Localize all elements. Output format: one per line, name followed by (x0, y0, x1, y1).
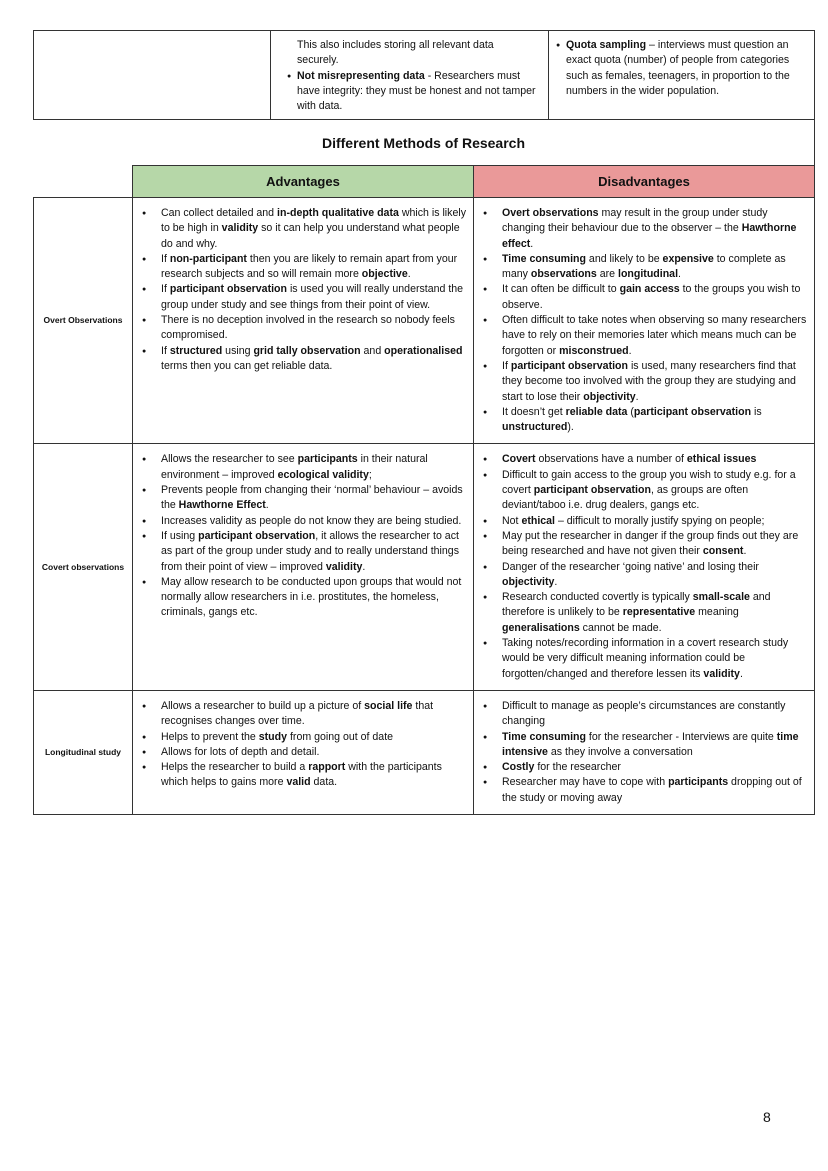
text-segment: . (628, 344, 632, 357)
text-segment: meaning (695, 606, 739, 619)
bold-term: unstructured (502, 421, 568, 434)
bullet-item (161, 483, 467, 514)
text-segment: If (502, 359, 511, 372)
bold-term: participants (297, 453, 358, 466)
bold-term: generalisations (502, 621, 580, 634)
text-segment: - Researchers must have integrity: they must be honest and not tamper with data. (297, 69, 536, 113)
text-segment: , it allows the researcher to act as part of the group under study and to really understand things from their point of view – improved (161, 529, 459, 573)
bold-term: study (258, 730, 288, 743)
bullet-item (502, 313, 808, 359)
advantages-cell (133, 444, 474, 690)
text-segment: Danger of the researcher ‘going native’ and losing their (502, 560, 759, 573)
method-label: Covert observations (34, 444, 133, 690)
text-segment: and likely to be (585, 252, 663, 265)
bold-term: Costly (502, 761, 535, 774)
bold-term: Not misrepresenting data (297, 69, 425, 82)
bullet-item (502, 405, 808, 436)
sampling-cell (549, 31, 814, 119)
bold-term: ethical issues (686, 453, 757, 466)
text-segment: There is no deception involved in the research so nobody feels compromised. (161, 314, 455, 342)
bold-term: participant observation (533, 484, 651, 497)
bullet-item (161, 575, 467, 621)
text-segment: Often difficult to take notes when observing so many researchers have to rely on their memories later which means much can be forgotten or (502, 314, 807, 357)
bullet-item (502, 468, 808, 514)
text-segment: . (265, 499, 269, 512)
bold-term: small-scale (692, 591, 750, 604)
bullet-item (161, 514, 467, 529)
bullet-item (502, 699, 808, 730)
text-segment: Prevents people from changing their ‘normal’ behaviour – avoids the (161, 484, 463, 512)
bold-term: validity (221, 222, 259, 235)
text-segment: . (678, 268, 681, 281)
bold-term: participant observation (169, 283, 287, 296)
text-segment: to the groups you wish to observe. (502, 283, 801, 311)
bold-term: ecological validity (277, 468, 369, 481)
bold-term: participant observation (198, 529, 316, 542)
bullet-item (502, 282, 808, 313)
text-segment: Allows the researcher to see (161, 453, 298, 466)
bullet-item (502, 452, 808, 467)
bold-term: validity (325, 560, 363, 573)
disadvantages-header: Disadvantages (474, 166, 815, 198)
text-segment: Researcher may have to cope with (502, 776, 669, 789)
bold-term: participant observation (510, 359, 628, 372)
text-segment: is (751, 405, 762, 418)
text-segment: If (161, 344, 170, 357)
text-segment: May allow research to be conducted upon groups that would not normally allow researchers in i.e. prostitutes, the homeless, criminals, gangs etc. (161, 575, 462, 619)
bold-term: structured (169, 344, 223, 357)
text-segment: as they involve a conversation (547, 745, 693, 758)
text-segment: Can collect detailed and (161, 207, 278, 219)
bold-term: representative (622, 606, 696, 619)
bold-term: Hawthorne effect (502, 222, 797, 250)
disadvantages-cell (474, 690, 815, 814)
text-segment: If using (161, 529, 199, 542)
text-segment: data. (310, 776, 338, 789)
text-segment: , as groups are often deviant/taboo i.e. drug dealers, gangs etc. (502, 484, 749, 512)
text-segment: ; (368, 468, 372, 481)
table-row (34, 690, 815, 814)
bold-term: social life (364, 699, 413, 712)
bold-term: operationalised (384, 344, 463, 357)
section-title: Different Methods of Research (33, 120, 815, 166)
text-segment: cannot be made. (579, 621, 662, 634)
method-label: Overt Observations (34, 198, 133, 444)
text-segment: dropping out of the study or moving away (502, 776, 802, 804)
bold-term: grid tally observation (253, 344, 361, 357)
bold-term: Covert (502, 453, 536, 466)
text-segment: and (360, 344, 385, 357)
text-segment: with the participants which helps to gains more (161, 761, 442, 789)
bold-term: objective (361, 268, 408, 281)
advantages-cell (133, 198, 474, 444)
methods-table (33, 165, 815, 815)
text-segment: If (161, 252, 170, 265)
text-segment: are (596, 268, 618, 281)
advantages-cell (133, 690, 474, 814)
text-segment: is used you will really understand the group under study and see things from their point of view. (161, 283, 464, 311)
bullet-item (297, 69, 538, 115)
previous-table-row (33, 30, 815, 120)
bold-term: longitudinal (618, 268, 679, 281)
text-segment: which is likely to be high in (161, 207, 466, 235)
disadvantages-cell (474, 444, 815, 690)
ethics-cell (271, 31, 549, 119)
bullet-item (161, 313, 467, 344)
text-segment: to complete as many (502, 252, 786, 281)
table-row (34, 444, 815, 690)
bold-term: rapport (308, 761, 346, 774)
bullet-item (161, 252, 467, 283)
text-segment: Helps the researcher to build a (161, 761, 309, 774)
bold-term: reliable data (565, 405, 628, 418)
text-segment: . (530, 237, 534, 250)
bullet-item (502, 206, 808, 252)
bold-term: Time consuming (502, 730, 586, 743)
bold-term: valid (286, 776, 311, 789)
text-segment: in their natural environment – improved (161, 453, 428, 481)
text-segment: so it can help you understand what people do and why. (161, 222, 460, 250)
text-segment: is used, many researchers find that they become too involved with the group they are studying and start to lose their (502, 359, 796, 403)
text-segment: terms then you can get reliable data. (161, 359, 333, 372)
bold-term: Hawthorne Effect (178, 499, 266, 512)
bullet-item (161, 730, 467, 745)
text-segment: Taking notes/recording information in a covert research study would be very difficult meaning information could be forgotten/changed and therefore lessen its (502, 637, 789, 680)
text-segment: and therefore is unlikely to be (502, 591, 771, 619)
text-segment: – interviews must question an exact quota (number) of people from categories such as females, teenagers, in proportion to the numbers in the wider population. (566, 39, 790, 97)
text-segment: . (362, 560, 366, 573)
text-segment: that recognises changes over time. (161, 699, 434, 728)
bold-term: time intensive (502, 730, 799, 758)
text-segment: . (407, 268, 411, 281)
text-segment: . (554, 575, 558, 588)
bullet-item (502, 636, 808, 682)
bold-term: Quota sampling (566, 39, 647, 51)
text-segment: Difficult to gain access to the group you wish to study e.g. for a covert (502, 468, 796, 497)
bullet-item (502, 514, 808, 529)
text-segment: It doesn’t get (502, 405, 566, 418)
bullet-item (161, 452, 467, 483)
bullet-item (161, 699, 467, 730)
bold-term: objectivity (502, 575, 555, 588)
bullet-item (502, 529, 808, 560)
bullet-item (502, 252, 808, 283)
bullet-item (566, 38, 804, 99)
bold-term: ethical (521, 514, 555, 527)
method-label: Longitudinal study (34, 690, 133, 814)
text-segment: Increases validity as people do not know they are being studied. (161, 514, 462, 527)
text-segment: Not (502, 514, 522, 527)
bold-term: observations (530, 268, 597, 281)
bold-term: non-participant (169, 252, 247, 265)
text-segment: . (739, 667, 743, 680)
text-segment: ( (627, 405, 634, 418)
bold-term: misconstrued (559, 344, 629, 357)
header-row (34, 166, 815, 198)
text-segment: This also includes storing all relevant data securely. (297, 39, 494, 67)
disadvantages-cell (474, 198, 815, 444)
bullet-item (161, 206, 467, 252)
bold-term: validity (703, 667, 740, 680)
text-segment: Allows for lots of depth and detail. (161, 745, 320, 758)
bold-term: gain access (619, 283, 680, 296)
text-segment: may result in the group under study changing their behaviour due to the observer – the (502, 207, 768, 235)
page-number: 8 (763, 1109, 771, 1125)
text-segment: ). (567, 421, 574, 434)
bold-term: objectivity (583, 390, 636, 403)
blank-header (34, 166, 133, 198)
bullet-item (502, 590, 808, 636)
bullet-item (161, 760, 467, 791)
bold-term: participants (668, 776, 729, 789)
text-segment: using (222, 344, 254, 357)
bullet-item (502, 760, 808, 775)
text-segment: . (743, 545, 747, 558)
text-segment: Difficult to manage as people’s circumstances are constantly changing (502, 699, 786, 728)
bullet-item (161, 282, 467, 313)
bold-term: Overt observations (502, 207, 599, 219)
text-segment: observations have a number of (535, 453, 687, 466)
bullet-item (502, 775, 808, 806)
advantages-header: Advantages (133, 166, 474, 198)
text-segment: May put the researcher in danger if the group finds out they are being researched and have not given their (502, 529, 799, 558)
text-segment: It can often be difficult to (502, 283, 620, 296)
text-segment: for the researcher (534, 761, 621, 774)
text-segment: Helps to prevent the (161, 730, 259, 743)
bullet-item (502, 560, 808, 591)
bullet-item (502, 359, 808, 405)
bullet-item (161, 344, 467, 375)
text-segment: from going out of date (287, 730, 394, 743)
text-segment: . (635, 390, 639, 403)
text-segment: then you are likely to remain apart from your research subjects and so will remain more (161, 252, 458, 281)
table-row (34, 198, 815, 444)
bold-term: in-depth qualitative data (277, 207, 399, 219)
text-segment: Research conducted covertly is typically (502, 591, 693, 604)
text-segment: for the researcher - Interviews are quite (585, 730, 777, 743)
bold-term: participant observation (633, 405, 752, 418)
text-segment: If (161, 283, 170, 296)
bold-term: expensive (662, 252, 714, 265)
bullet-item (161, 529, 467, 575)
bold-term: Time consuming (502, 252, 586, 265)
bullet-item (161, 745, 467, 760)
bullet-item (297, 38, 538, 69)
empty-cell (34, 31, 271, 119)
bullet-item (502, 730, 808, 761)
text-segment: – difficult to morally justify spying on people; (555, 514, 765, 527)
bold-term: consent (702, 545, 744, 558)
text-segment: Allows a researcher to build up a picture of (161, 699, 365, 712)
